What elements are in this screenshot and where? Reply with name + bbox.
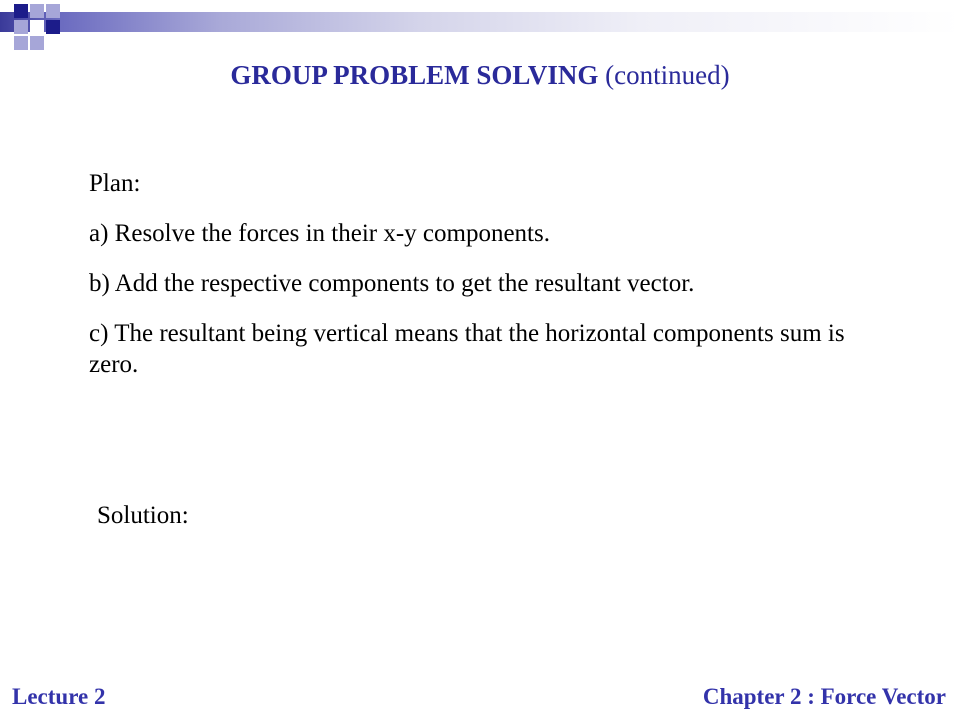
slide-title-continued: (continued) (605, 60, 730, 90)
decorative-header-band (0, 12, 960, 32)
decorative-square-light (14, 36, 28, 50)
plan-item: c) The resultant being vertical means that the horizontal components sum is zero. (89, 320, 845, 378)
decorative-square-light (30, 4, 44, 18)
slide-title (0, 56, 960, 94)
decorative-square-light (30, 36, 44, 50)
decorative-square-white (30, 20, 44, 34)
decorative-square-dark (46, 20, 60, 34)
plan-heading: Plan: (89, 170, 141, 197)
plan-item: b) Add the respective components to get the resultant vector. (89, 270, 695, 297)
solution-heading: Solution: (97, 502, 189, 529)
decorative-square-dark (14, 4, 28, 18)
footer-lecture: Lecture 2 (12, 684, 106, 709)
plan-item: a) Resolve the forces in their x-y components. (89, 220, 550, 247)
footer-chapter: Chapter 2 : Force Vector (702, 684, 946, 709)
decorative-square-light (46, 4, 60, 18)
decorative-square-light (14, 20, 28, 34)
slide-title-bold: GROUP PROBLEM SOLVING (230, 60, 599, 90)
plan-section (89, 168, 889, 399)
